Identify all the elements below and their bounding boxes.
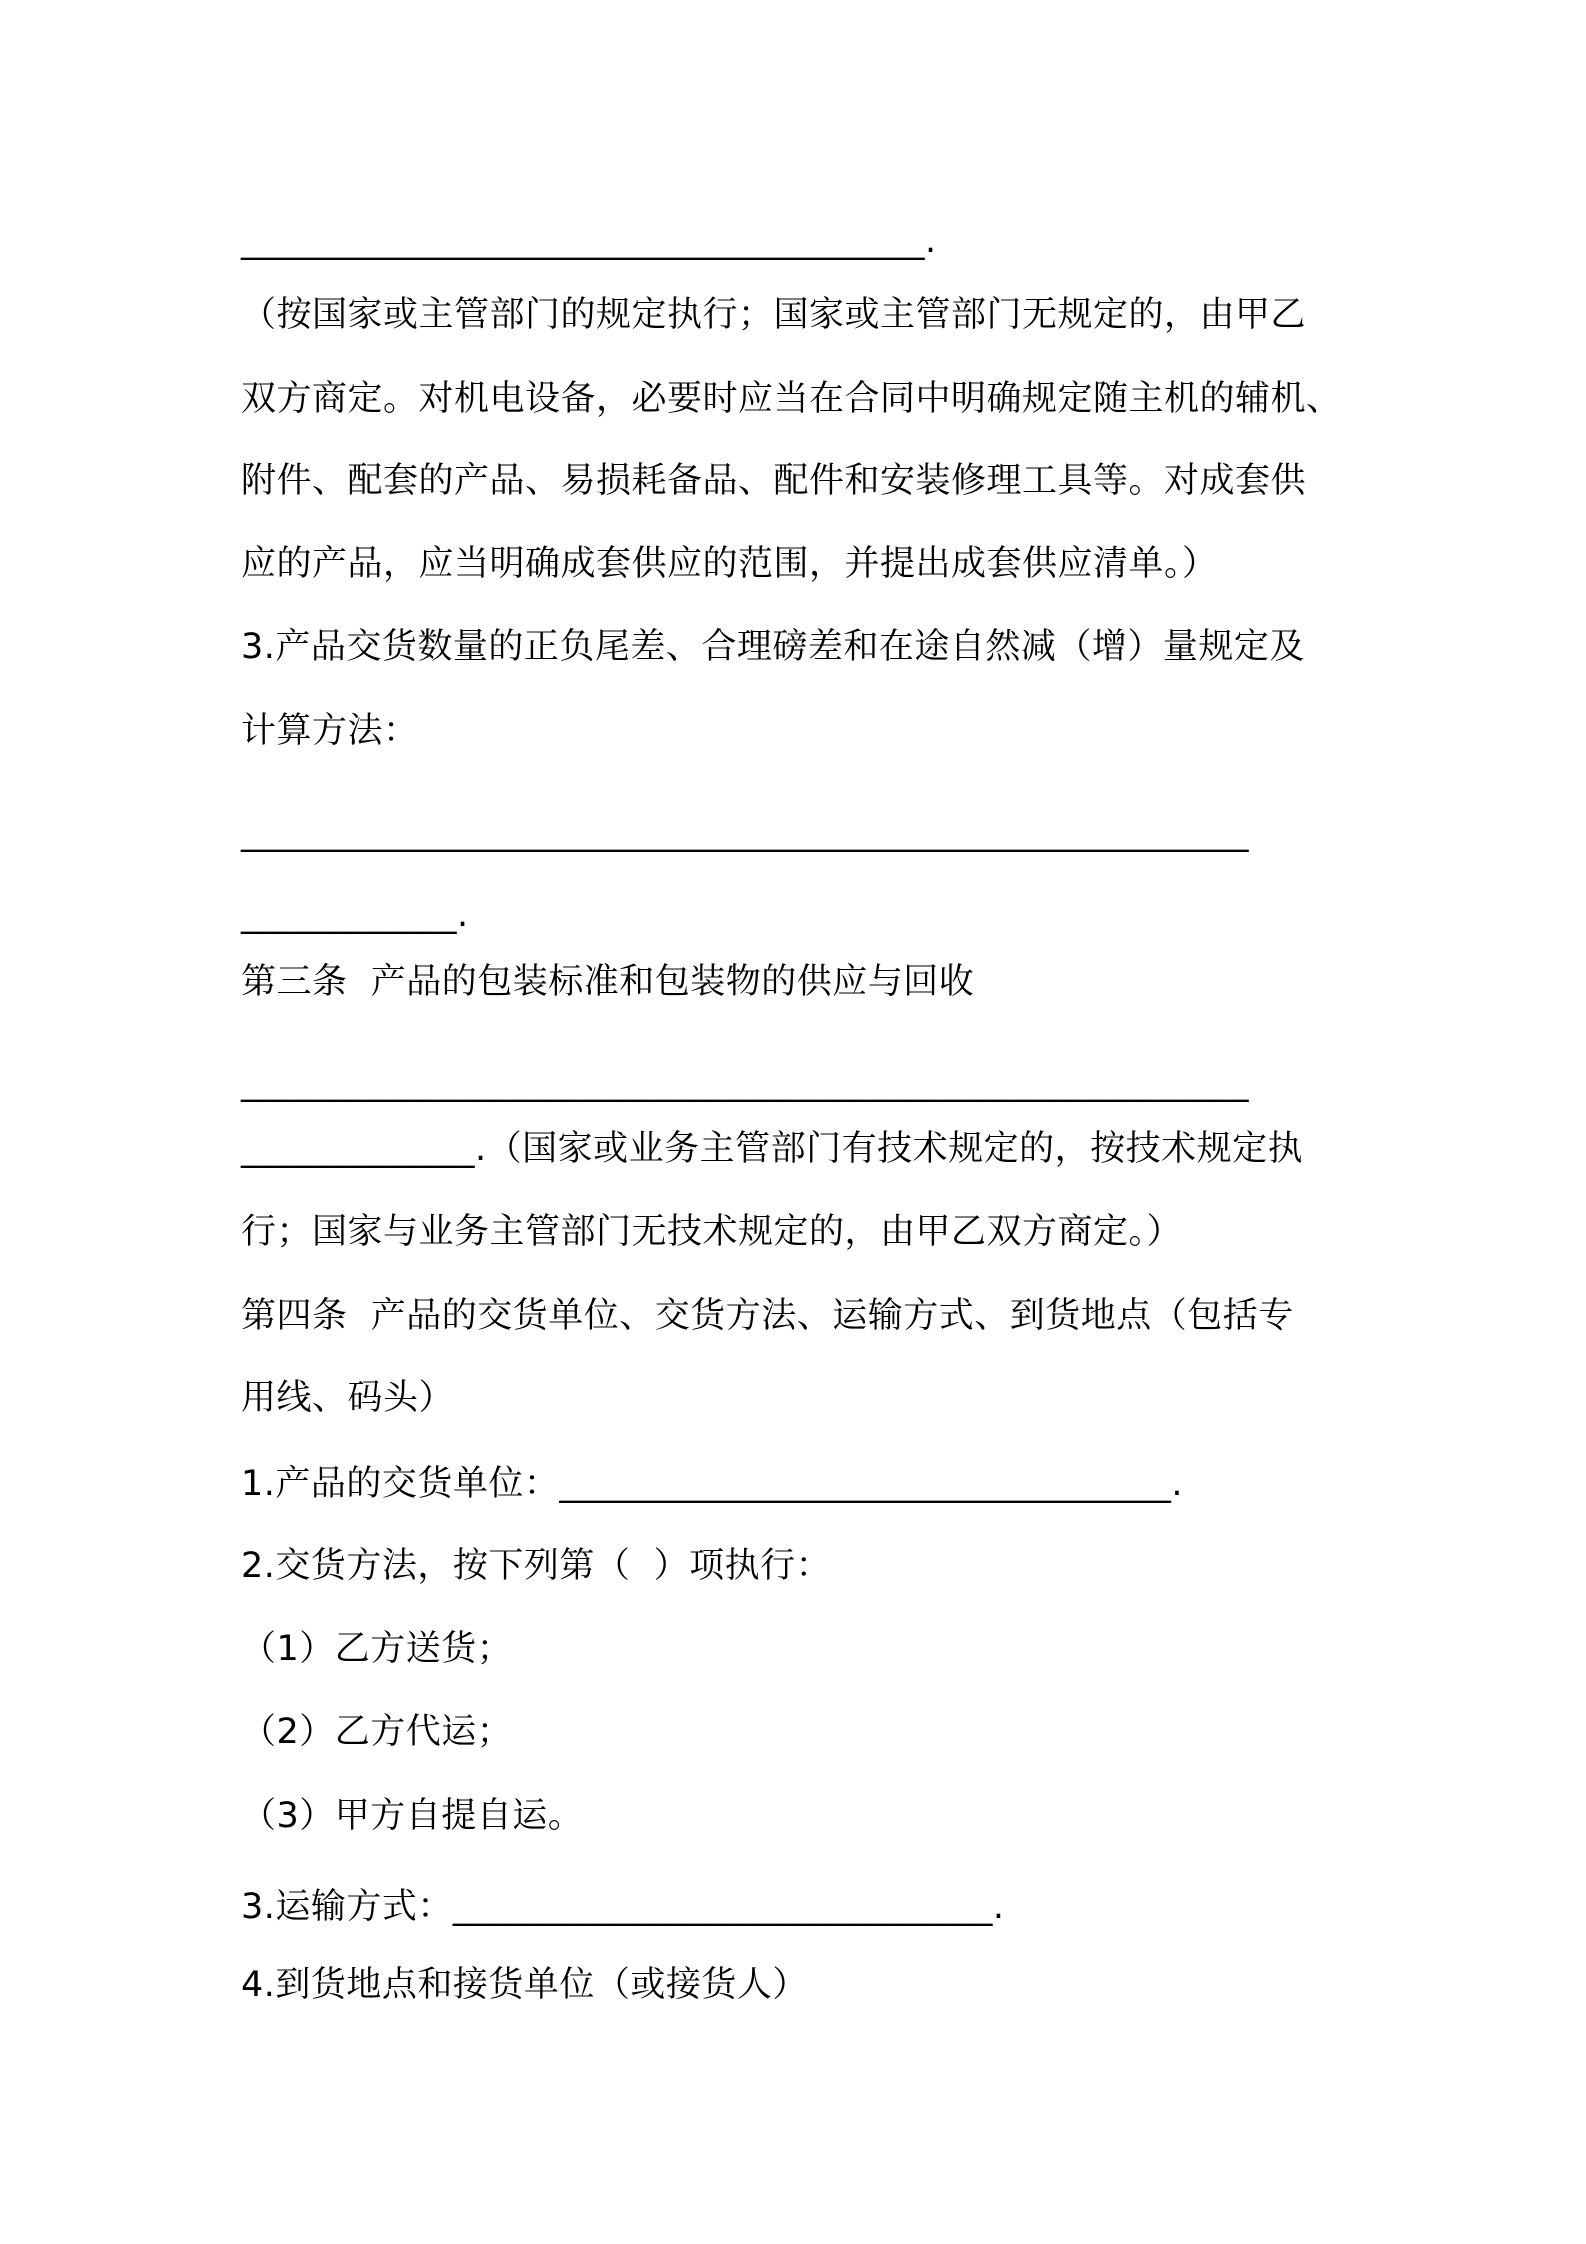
paragraph-line: 双方商定。对机电设备，必要时应当在合同中明确规定随主机的辅机、 xyxy=(241,379,1342,419)
paragraph-line: 附件、配套的产品、易损耗备品、配件和安装修理工具等。对成套供 xyxy=(241,461,1307,501)
article-heading-4: 第四条 产品的交货单位、交货方法、运输方式、到货地点（包括专 xyxy=(241,1296,1294,1336)
paragraph-line: 应的产品，应当明确成套供应的范围，并提出成套供应清单。） xyxy=(241,544,1218,584)
clause-item-1: 1.产品的交货单位：__________________________________. xyxy=(241,1464,1184,1504)
paragraph-line: （按国家或主管部门的规定执行；国家或主管部门无规定的，由甲乙 xyxy=(241,295,1307,335)
blank-line: ____________. xyxy=(241,895,469,935)
article-heading-3: 第三条 产品的包装标准和包装物的供应与回收 xyxy=(241,962,975,1002)
blank-line: ______________________________________. xyxy=(241,221,937,261)
blank-line: ________________________________________________________ xyxy=(241,1063,1249,1103)
paragraph-line: 行；国家与业务主管部门无技术规定的，由甲乙双方商定。） xyxy=(241,1212,1183,1252)
option-item-3: （3）甲方自提自运。 xyxy=(241,1796,584,1836)
blank-line: ________________________________________________________ xyxy=(241,813,1249,853)
paragraph-line: 用线、码头） xyxy=(241,1378,455,1418)
clause-item-4: 4.到货地点和接货单位（或接货人） xyxy=(241,1965,808,2005)
clause-item-3: 3.运输方式：______________________________. xyxy=(241,1887,1005,1927)
clause-item-2: 2.交货方法，按下列第（ ）项执行： xyxy=(241,1546,832,1586)
paragraph-line: 计算方法： xyxy=(241,711,419,751)
option-item-1: （1）乙方送货； xyxy=(241,1629,513,1669)
paragraph-line: _____________.（国家或业务主管部门有技术规定的，按技术规定执 xyxy=(241,1129,1304,1169)
clause-item-3: 3.产品交货数量的正负尾差、合理磅差和在途自然减（增）量规定及 xyxy=(241,627,1305,667)
option-item-2: （2）乙方代运； xyxy=(241,1712,513,1752)
